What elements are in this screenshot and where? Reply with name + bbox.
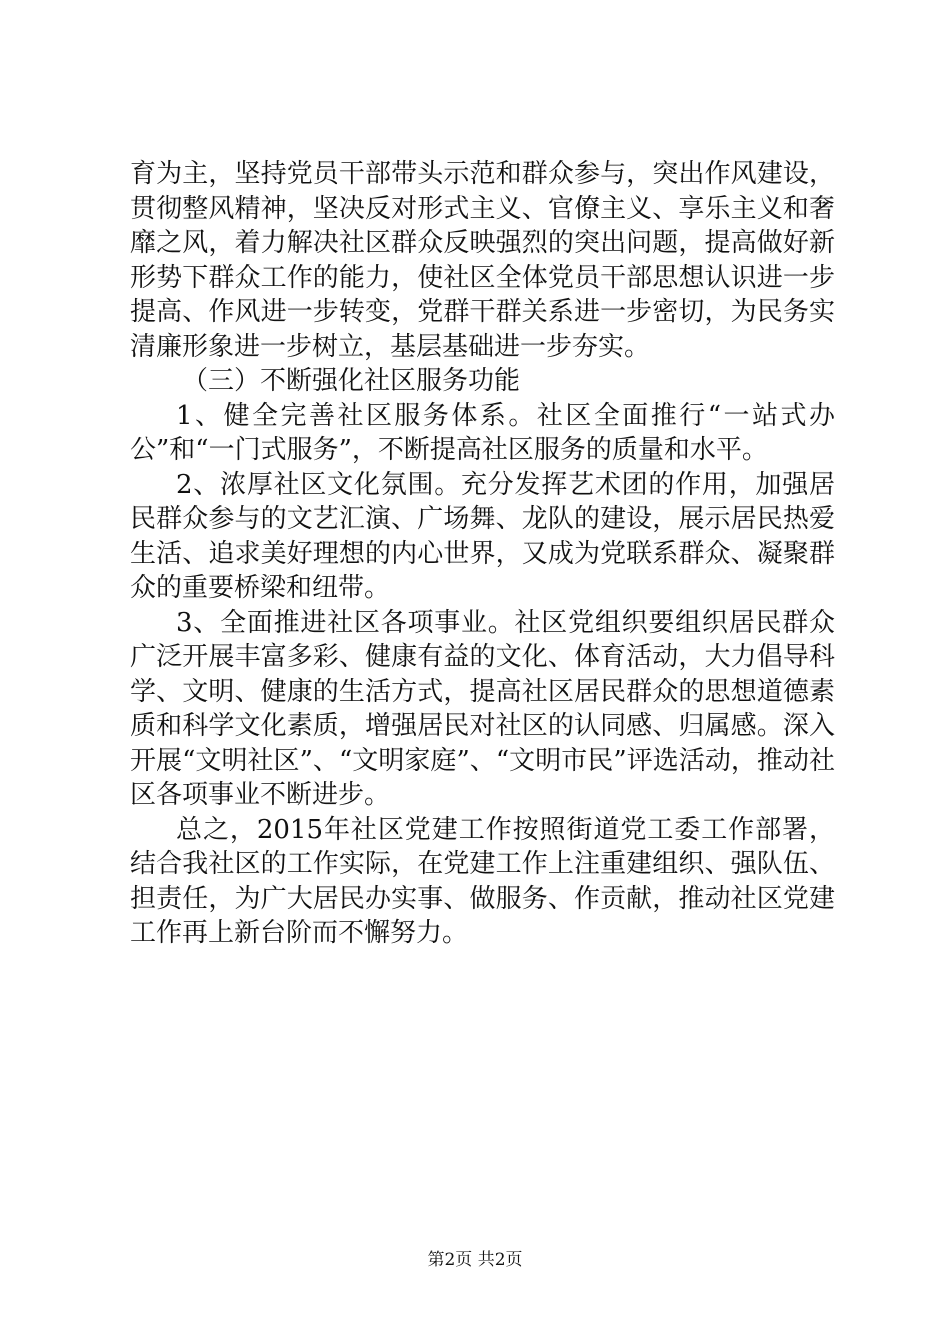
paragraph-continuation: 育为主，坚持党员干部带头示范和群众参与，突出作风建设，贯彻整风精神，坚决反对形式主义、官僚主义、享乐主义和奢靡之风，着力解决社区群众反映强烈的突出问题，提高做好新形势下群众工作的能力，使社区全体党员干部思想认识进一步提高、作风进一步转变，党群干群关系进一步密切，为民务实清廉形象进一步树立，基层基础进一步夯实。 — [130, 159, 835, 362]
paragraph-summary: 总之，2015年社区党建工作按照街道党工委工作部署，结合我社区的工作实际，在党建工作上注重建组织、强队伍、担责任，为广大居民办实事、做服务、作贡献，推动社区党建工作再上新台阶而不懈努力。 — [130, 814, 835, 948]
section-heading: （三）不断强化社区服务功能 — [182, 366, 521, 396]
page-number-footer: 第2页 共2页 — [427, 1250, 523, 1270]
paragraph-item-2: 2、浓厚社区文化氛围。充分发挥艺术团的作用，加强居民群众参与的文艺汇演、广场舞、龙队的建设，展示居民热爱生活、追求美好理想的内心世界，又成为党联系群众、凝聚群众的重要桥梁和纽带。 — [130, 469, 835, 603]
paragraph-item-3: 3、全面推进社区各项事业。社区党组织要组织居民群众广泛开展丰富多彩、健康有益的文化、体育活动，大力倡导科学、文明、健康的生活方式，提高社区居民群众的思想道德素质和科学文化素质，增强居民对社区的认同感、归属感。深入开展“文明社区”、“文明家庭”、“文明市民”评选活动，推动社区各项事业不断进步。 — [130, 607, 835, 810]
document-body — [130, 157, 835, 951]
paragraph-item-1: 1、健全完善社区服务体系。社区全面推行“一站式办公”和“一门式服务”，不断提高社区服务的质量和水平。 — [130, 400, 835, 465]
